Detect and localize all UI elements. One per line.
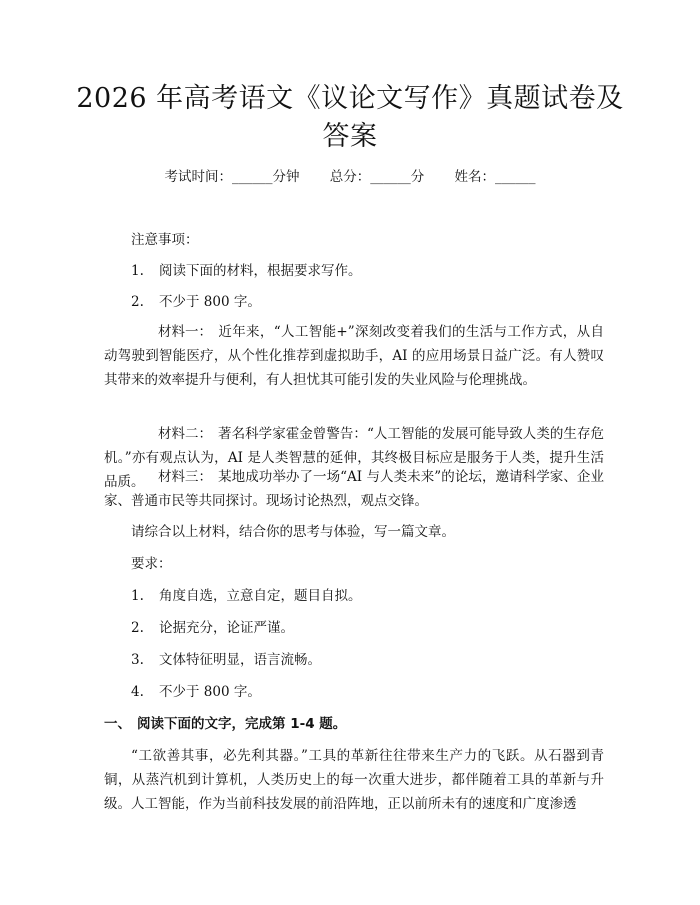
notes-item-text: 不少于 800 字。 bbox=[159, 294, 261, 310]
notes-heading: 注意事项： bbox=[131, 232, 199, 248]
material-text: 某地成功举办了一场“AI 与人类未来”的论坛，邀请科学家、企业家、普通市民等共同探讨。现场讨论热烈，观点交锋。 bbox=[104, 469, 604, 509]
requirement-number: 1. bbox=[131, 588, 144, 604]
section-number: 一、 bbox=[104, 716, 131, 732]
section-title: 阅读下面的文字，完成第 1-4 题。 bbox=[137, 716, 347, 732]
requirement-item bbox=[131, 680, 631, 704]
exam-time-field: 考试时间：______分钟 bbox=[164, 169, 300, 185]
material-one-paragraph bbox=[104, 320, 604, 392]
material-label: 材料三： bbox=[158, 469, 212, 485]
requirement-number: 2. bbox=[131, 620, 144, 636]
requirement-text: 不少于 800 字。 bbox=[159, 684, 261, 700]
requirement-text: 角度自选，立意自定，题目自拟。 bbox=[159, 588, 362, 604]
requirement-item bbox=[131, 648, 631, 672]
writing-prompt: 请综合以上材料，结合你的思考与体验，写一篇文章。 bbox=[131, 524, 455, 540]
student-name-field: 姓名：______ bbox=[454, 169, 536, 185]
material-label: 材料二： bbox=[158, 426, 212, 442]
requirement-item bbox=[131, 584, 631, 608]
requirement-text: 文体特征明显，语言流畅。 bbox=[159, 652, 321, 668]
requirement-number: 3. bbox=[131, 652, 144, 668]
material-text: 著名科学家霍金曾警告：“人工智能的发展可能导致人类的生存危机。”亦有观点认为，AI 是人类智慧的延伸，其终极目标应是服务于人类，提升生活品质。 bbox=[104, 426, 604, 490]
reading-passage: “工欲善其事，必先利其器。”工具的革新往往带来生产力的飞跃。从石器到青铜，从蒸汽机到计算机，人类历史上的每一次重大进步，都伴随着工具的革新与升级。人工智能，作为当前科技发展的前沿阵地，正以前所未有的速度和广度渗透 bbox=[104, 748, 604, 812]
material-text: 近年来，“人工智能+”深刻改变着我们的生活与工作方式，从自动驾驶到智能医疗，从个性化推荐到虚拟助手，AI 的应用场景日益广泛。有人赞叹其带来的效率提升与便利，有人担忧其可能引发的失业风险与伦理挑战。 bbox=[104, 324, 604, 388]
section-one-heading bbox=[104, 712, 604, 736]
requirement-number: 4. bbox=[131, 684, 144, 700]
requirement-item bbox=[131, 616, 631, 640]
notes-item bbox=[131, 290, 631, 314]
requirements-heading: 要求： bbox=[131, 556, 172, 572]
exam-info-line bbox=[0, 167, 700, 187]
material-label: 材料一： bbox=[158, 324, 212, 340]
total-score-field: 总分：______分 bbox=[329, 169, 425, 185]
material-three-paragraph bbox=[104, 465, 604, 513]
requirement-text: 论据充分，论证严谨。 bbox=[159, 620, 294, 636]
notes-item-number: 2. bbox=[131, 294, 144, 310]
page-title: 2026 年高考语文《议论文写作》真题试卷及答案 bbox=[76, 83, 624, 152]
notes-item-number: 1. bbox=[131, 263, 144, 279]
notes-item-text: 阅读下面的材料，根据要求写作。 bbox=[159, 263, 362, 279]
notes-item bbox=[131, 259, 631, 283]
